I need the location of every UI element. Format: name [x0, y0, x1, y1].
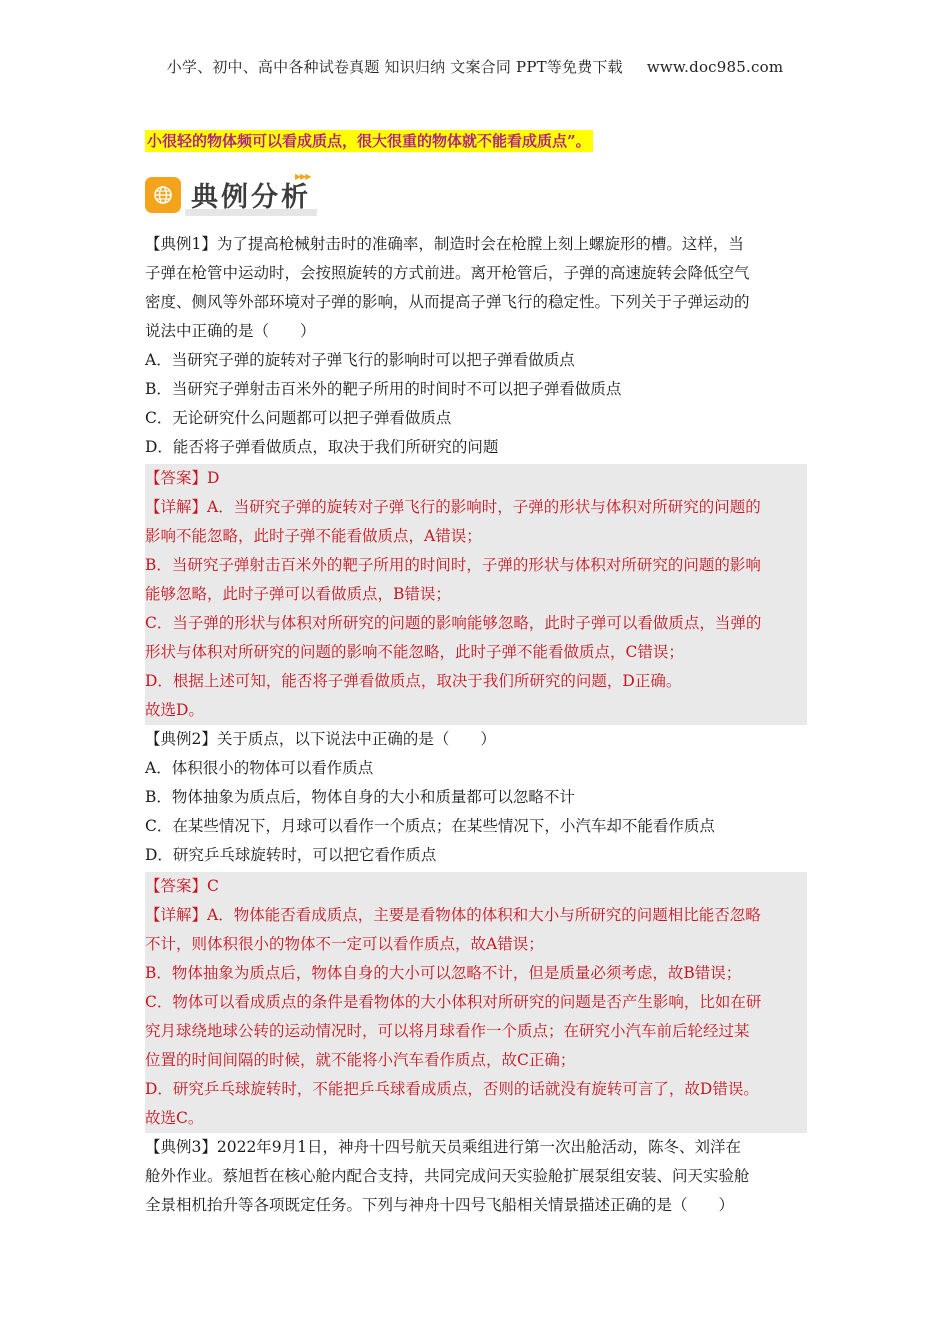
highlighted-text: 小很轻的物体频可以看成质点，很大很重的物体就不能看成质点”。 [147, 132, 591, 150]
header-site: www.doc985.com [646, 58, 784, 76]
detail-line: C．当子弹的形状与体积对所研究的问题的影响能够忽略，此时子弹可以看做质点，当弹的 [145, 614, 762, 632]
detail-line: 影响不能忽略，此时子弹不能看做质点，A错误； [145, 527, 482, 545]
section-title: 典例分析 [185, 175, 317, 216]
question-1-stem-line: 【典例1】为了提高枪械射击时的准确率，制造时会在枪膛上刻上螺旋形的槽。这样，当 [145, 235, 744, 253]
question-1-option-c: C．无论研究什么问题都可以把子弹看做质点 [145, 409, 452, 427]
answer-label: 【答案】C [145, 877, 219, 895]
answer-block-1 [145, 464, 807, 725]
detail-line: 不计，则体积很小的物体不一定可以看作质点，故A错误； [145, 935, 544, 953]
question-2-option-b: B．物体抽象为质点后，物体自身的大小和质量都可以忽略不计 [145, 788, 575, 806]
answer-block-2 [145, 872, 807, 1133]
header-title: 小学、初中、高中各种试卷真题 知识归纳 文案合同 PPT等免费下载 [166, 58, 623, 76]
question-2-stem-line: 【典例2】关于质点，以下说法中正确的是（ ） [145, 730, 496, 748]
detail-line: 形状与体积对所研究的问题的影响不能忽略，此时子弹不能看做质点，C错误； [145, 643, 684, 661]
question-2-option-a: A．体积很小的物体可以看作质点 [145, 759, 374, 777]
detail-line: 能够忽略，此时子弹可以看做质点，B错误； [145, 585, 451, 603]
detail-line: 【详解】A．当研究子弹的旋转对子弹飞行的影响时，子弹的形状与体积对所研究的问题的 [145, 498, 761, 516]
detail-line: D．根据上述可知，能否将子弹看做质点，取决于我们所研究的问题，D正确。 [145, 672, 682, 690]
detail-line: B．物体抽象为质点后，物体自身的大小可以忽略不计，但是质量必须考虑，故B错误； [145, 964, 742, 982]
document-body [145, 130, 807, 1220]
detail-line: 故选D。 [145, 701, 204, 719]
question-1-stem-line: 子弹在枪管中运动时，会按照旋转的方式前进。离开枪管后，子弹的高速旋转会降低空气 [145, 264, 750, 282]
detail-line: C．物体可以看成质点的条件是看物体的大小体积对所研究的问题是否产生影响，比如在研 [145, 993, 762, 1011]
page-header [0, 56, 950, 77]
question-1-option-d: D．能否将子弹看做质点，取决于我们所研究的问题 [145, 438, 499, 456]
detail-line: 究月球绕地球公转的运动情况时，可以将月球看作一个质点；在研究小汽车前后轮经过某 [145, 1022, 750, 1040]
question-2-option-c: C．在某些情况下，月球可以看作一个质点；在某些情况下，小汽车却不能看作质点 [145, 817, 715, 835]
question-3-stem-line: 舱外作业。蔡旭哲在核心舱内配合支持，共同完成问天实验舱扩展泵组安装、问天实验舱 [145, 1167, 750, 1185]
detail-line: 【详解】A．物体能否看成质点，主要是看物体的体积和大小与所研究的问题相比能否忽略 [145, 906, 761, 924]
section-banner [145, 172, 807, 218]
question-1-option-a: A．当研究子弹的旋转对子弹飞行的影响时可以把子弹看做质点 [145, 351, 575, 369]
question-1-option-b: B．当研究子弹射击百米外的靶子所用的时间时不可以把子弹看做质点 [145, 380, 622, 398]
question-3 [145, 1133, 807, 1220]
globe-icon [145, 177, 181, 213]
question-3-stem-line: 【典例3】2022年9月1日，神舟十四号航天员乘组进行第一次出舱活动，陈冬、刘洋在 [145, 1138, 742, 1156]
answer-label: 【答案】D [145, 469, 220, 487]
question-1-stem-line: 密度、侧风等外部环境对子弹的影响，从而提高子弹飞行的稳定性。下列关于子弹运动的 [145, 293, 750, 311]
detail-line: D．研究乒乓球旋转时，不能把乒乓球看成质点，否则的话就没有旋转可言了，故D错误。 [145, 1080, 759, 1098]
detail-line: 位置的时间间隔的时候，就不能将小汽车看作质点，故C正确； [145, 1051, 576, 1069]
question-2 [145, 725, 807, 870]
question-3-stem-line: 全景相机抬升等各项既定任务。下列与神舟十四号飞船相关情景描述正确的是（ ） [145, 1196, 735, 1214]
question-1 [145, 230, 807, 462]
question-2-option-d: D．研究乒乓球旋转时，可以把它看作质点 [145, 846, 437, 864]
question-1-stem-line: 说法中正确的是（ ） [145, 322, 316, 340]
arrow-dots-icon: ▶▶▶ [295, 172, 311, 181]
detail-line: 故选C。 [145, 1109, 204, 1127]
detail-line: B．当研究子弹射击百米外的靶子所用的时间时，子弹的形状与体积对所研究的问题的影响 [145, 556, 761, 574]
intro-highlight [145, 130, 807, 152]
